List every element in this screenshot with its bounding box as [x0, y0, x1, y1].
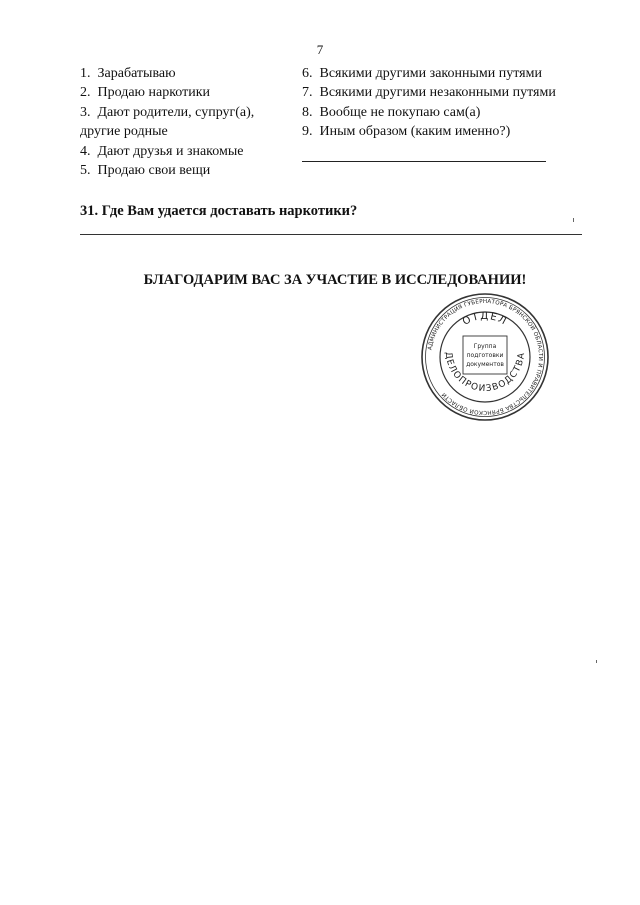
- option-number: 1.: [80, 66, 91, 81]
- option-number: 5.: [80, 163, 91, 179]
- scan-speck: [573, 218, 574, 222]
- option-text: Продаю наркотики: [97, 85, 211, 101]
- answer-options-left: [80, 64, 295, 180]
- stamp-top-text: ОТДЕЛ: [460, 310, 510, 328]
- option-text: Всякими другими законными путями: [319, 66, 542, 81]
- scan-speck: [596, 660, 597, 663]
- option-2: [80, 83, 295, 102]
- option-7: [302, 83, 592, 102]
- option-text: Вообще не покупаю сам(а): [319, 104, 481, 120]
- official-stamp: [420, 292, 550, 422]
- stamp-outer-text: АДМИНИСТРАЦИЯ ГУБЕРНАТОРА БРЯНСКОЙ ОБЛАСТИ И ПРАВИТЕЛЬСТВА БРЯНСКОЙ ОБЛАСТИ: [427, 298, 544, 416]
- option-8: [302, 103, 592, 122]
- option-text: Дают родители, супруг(а), другие родные: [80, 104, 255, 140]
- option-5: [80, 161, 295, 180]
- option-9: [302, 122, 592, 141]
- other-answer-line[interactable]: [302, 161, 546, 162]
- option-text: Иным образом (каким именно?): [319, 124, 511, 140]
- option-text: Дают друзья и знакомые: [97, 143, 244, 159]
- stamp-center-line-1: Группа: [473, 343, 497, 350]
- option-number: 4.: [80, 143, 91, 159]
- option-number: 9.: [302, 124, 313, 140]
- option-number: 8.: [302, 104, 313, 120]
- stamp-center-line-2: подготовки: [466, 352, 504, 359]
- stamp-center-line-3: документов: [466, 361, 504, 368]
- thank-you-heading: БЛАГОДАРИМ ВАС ЗА УЧАСТИЕ В ИССЛЕДОВАНИИ!: [143, 272, 527, 288]
- option-4: [80, 142, 295, 161]
- question-31: 31. Где Вам удается доставать наркотики?: [80, 203, 358, 219]
- option-text: Продаю свои вещи: [97, 163, 211, 179]
- option-6: [302, 64, 592, 83]
- option-number: 7.: [302, 85, 313, 101]
- option-1: [80, 64, 295, 83]
- page-number: 7: [316, 42, 324, 57]
- option-number: 2.: [80, 85, 91, 101]
- stamp-bottom-text: ДЕЛОПРОИЗВОДСТВА: [442, 351, 528, 395]
- option-number: 6.: [302, 66, 313, 81]
- option-text: Зарабатываю: [97, 66, 176, 81]
- answer-line[interactable]: [80, 234, 582, 235]
- option-number: 3.: [80, 104, 91, 120]
- answer-options-right: [302, 64, 592, 142]
- svg-text:ОТДЕЛ: [461, 311, 509, 328]
- option-3: [80, 103, 295, 142]
- option-text: Всякими другими незаконными путями: [319, 85, 556, 101]
